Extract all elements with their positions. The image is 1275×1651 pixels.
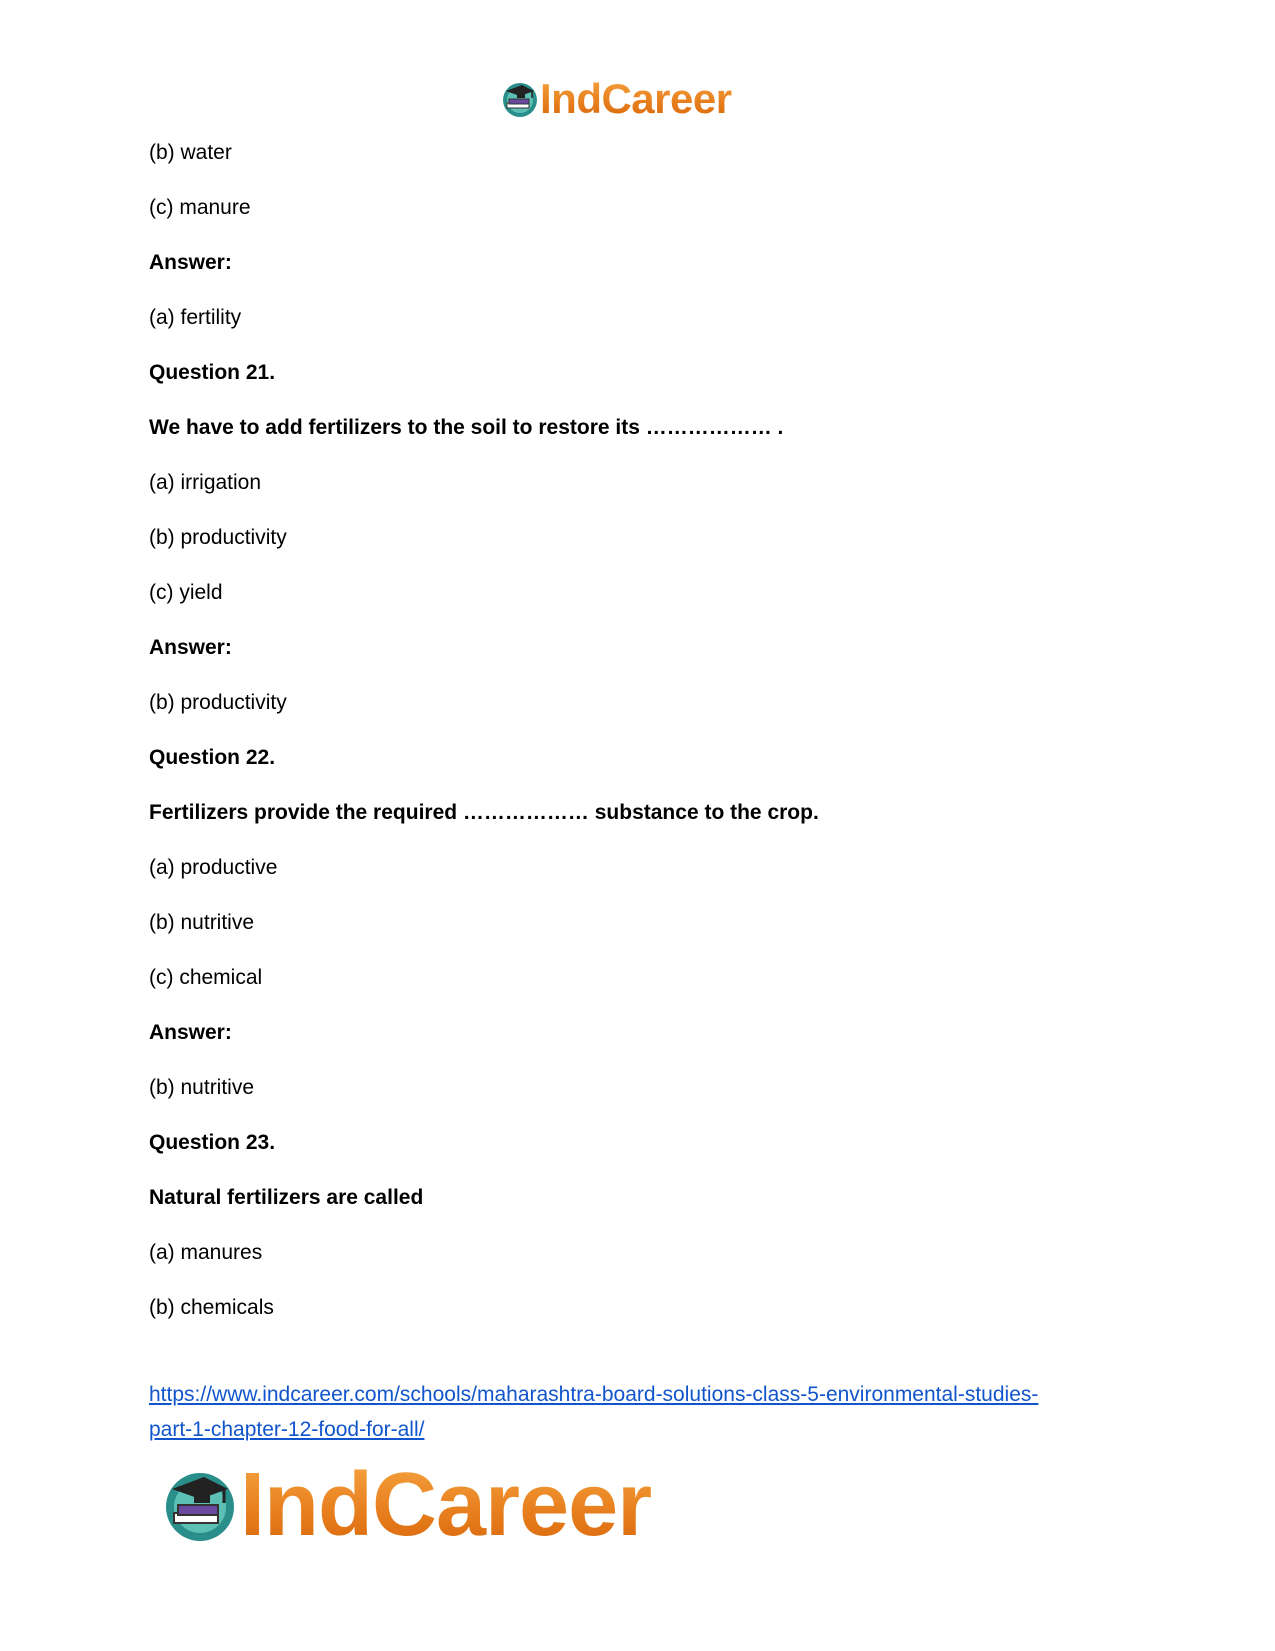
answer-label: Answer: <box>149 636 232 659</box>
option-item: (c) manure <box>149 196 251 219</box>
source-link-line-1[interactable]: https://www.indcareer.com/schools/maharashtra-board-solutions-class-5-environmental-studies- <box>149 1383 1039 1406</box>
question-text: Natural fertilizers are called <box>149 1186 424 1209</box>
answer-label: Answer: <box>149 1021 232 1044</box>
graduation-cap-globe-icon <box>160 1465 240 1545</box>
option-item: (c) chemical <box>149 966 263 989</box>
option-item: (a) irrigation <box>149 471 262 494</box>
question-text: We have to add fertilizers to the soil to restore its ……………… . <box>149 416 784 439</box>
question-heading: Question 21. <box>149 361 276 384</box>
question-text: Fertilizers provide the required ……………… substance to the crop. <box>149 801 819 824</box>
option-item: (a) fertility <box>149 306 242 329</box>
option-item: (b) chemicals <box>149 1296 274 1319</box>
option-item: (c) yield <box>149 581 223 604</box>
header-logo <box>500 75 732 122</box>
logo-wordmark: IndCareer <box>540 75 732 122</box>
question-heading: Question 23. <box>149 1131 276 1154</box>
source-link-line-2[interactable]: part-1-chapter-12-food-for-all/ <box>149 1418 425 1441</box>
option-item: (b) nutritive <box>149 1076 255 1099</box>
option-item: (a) productive <box>149 856 278 879</box>
answer-label: Answer: <box>149 251 232 274</box>
graduation-cap-globe-icon <box>500 79 540 119</box>
question-heading: Question 22. <box>149 746 276 769</box>
option-item: (b) water <box>149 141 232 164</box>
source-link[interactable] <box>149 1377 1129 1447</box>
option-item: (b) productivity <box>149 526 287 549</box>
option-item: (b) productivity <box>149 691 287 714</box>
logo-wordmark: IndCareer <box>240 1455 652 1555</box>
option-item: (a) manures <box>149 1241 263 1264</box>
document-body <box>149 140 1129 1350</box>
option-item: (b) nutritive <box>149 911 255 934</box>
footer-logo <box>160 1455 652 1555</box>
